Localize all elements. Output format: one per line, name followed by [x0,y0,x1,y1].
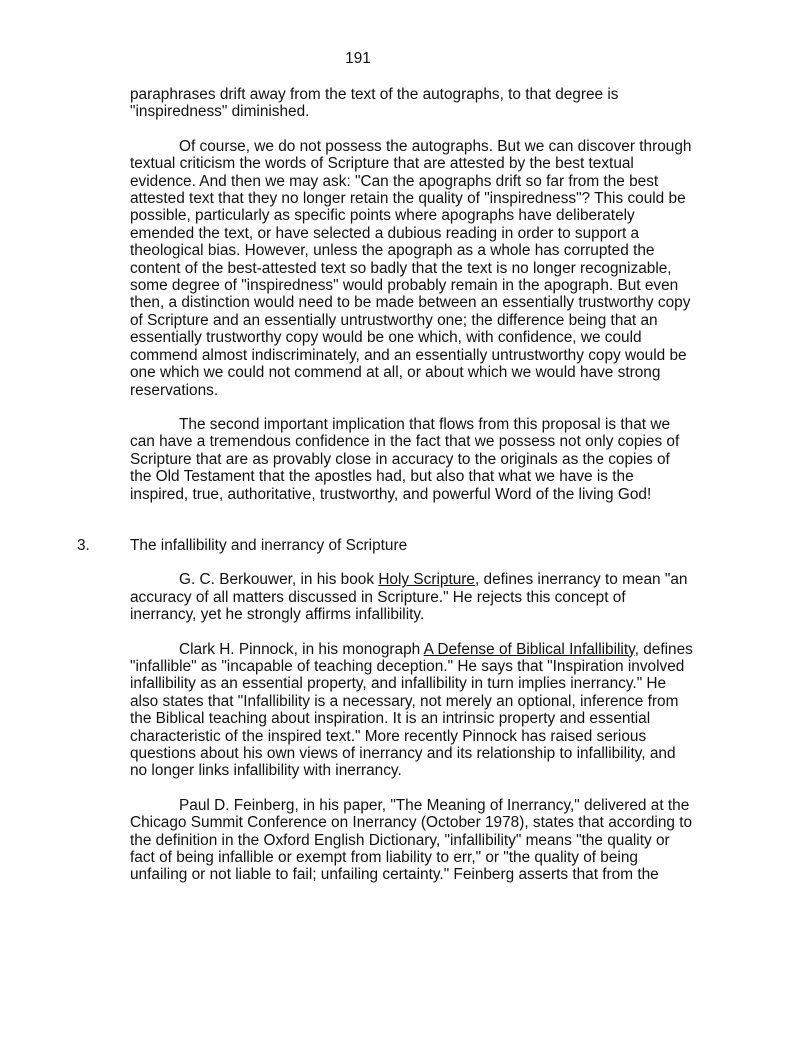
paragraph-autographs: Of course, we do not possess the autographs. But we can discover through textual criticism the words of Scripture that are attested by the best textual evidence. And then we may ask: "Can the apographs drift so far from the best attested text that they no longer retain the quality of "inspiredness"? This could be possible, particularly as specific points where apographs have deliberately emended the text, or have selected a dubious reading in order to support a theological bias. However, unless the apograph as a whole has corrupted the content of the best-attested text so badly that the text is no longer recognizable, some degree of "inspiredness" would probably remain in the apograph. But even then, a distinction would need to be made between an essentially trustworthy copy of Scripture and an essentially untrustworthy one; the difference being that an essentially trustworthy copy would be one which, with confidence, we could commend almost indiscriminately, and an essentially untrustworthy copy would be one which we could not commend at all, or about which we would have strong reservations. [130,137,692,399]
section-heading [77,536,695,554]
paragraph-continuation: paraphrases drift away from the text of the autographs, to that degree is "inspiredness" diminished. [130,86,619,121]
paragraph-berkouwer [130,571,695,623]
paragraph-feinberg: Paul D. Feinberg, in his paper, "The Meaning of Inerrancy," delivered at the Chicago Summit Conference on Inerrancy (October 1978), states that according to the definition in the Oxford English Dictionary, "infallibility" means "the quality or fact of being infallible or exempt from liability to err," or "the quality of being unfailing or not liable to fail; unfailing certainty." Feinberg asserts that from the [130,796,693,884]
pinnock-book-title: A Defense of Biblical Infallibility [423,640,635,658]
pinnock-rest-text: , defines "infallible" as "incapable of teaching deception." He says that "Inspiration involved infallibility as an essential property, and infallibility in turn implies inerrancy." He also states that "Infallibility is a necessary, not merely an optional, inference from the Biblical teaching about inspiration. It is an intrinsic property and essential characteristic of the inspired text." More recently Pinnock has raised serious questions about his own views of inerrancy and its relationship to infallibility, and no longer links infallibility with inerrancy. [130,640,693,780]
page-number: 191 [345,50,371,67]
paragraph-pinnock [130,641,695,780]
section-title: The infallibility and inerrancy of Scripture [130,536,408,554]
pinnock-intro-text: Clark H. Pinnock, in his monograph [179,640,424,658]
berkouwer-intro-text: G. C. Berkouwer, in his book [179,571,379,589]
paragraph-second-implication: The second important implication that flows from this proposal is that we can have a tremendous confidence in the fact that we possess not only copies of Scripture that are as provably close in accuracy to the originals as the copies of the Old Testament that the apostles had, but also that what we have is the inspired, true, authoritative, trustworthy, and powerful Word of the living God! [130,415,680,503]
body-text [77,86,695,901]
berkouwer-rest-text: , defines inerrancy to mean "an accuracy of all matters discussed in Scripture." He rejects this concept of inerrancy, yet he strongly affirms infallibility. [130,571,688,624]
section-number: 3. [77,536,90,554]
berkouwer-book-title: Holy Scripture [378,571,475,589]
